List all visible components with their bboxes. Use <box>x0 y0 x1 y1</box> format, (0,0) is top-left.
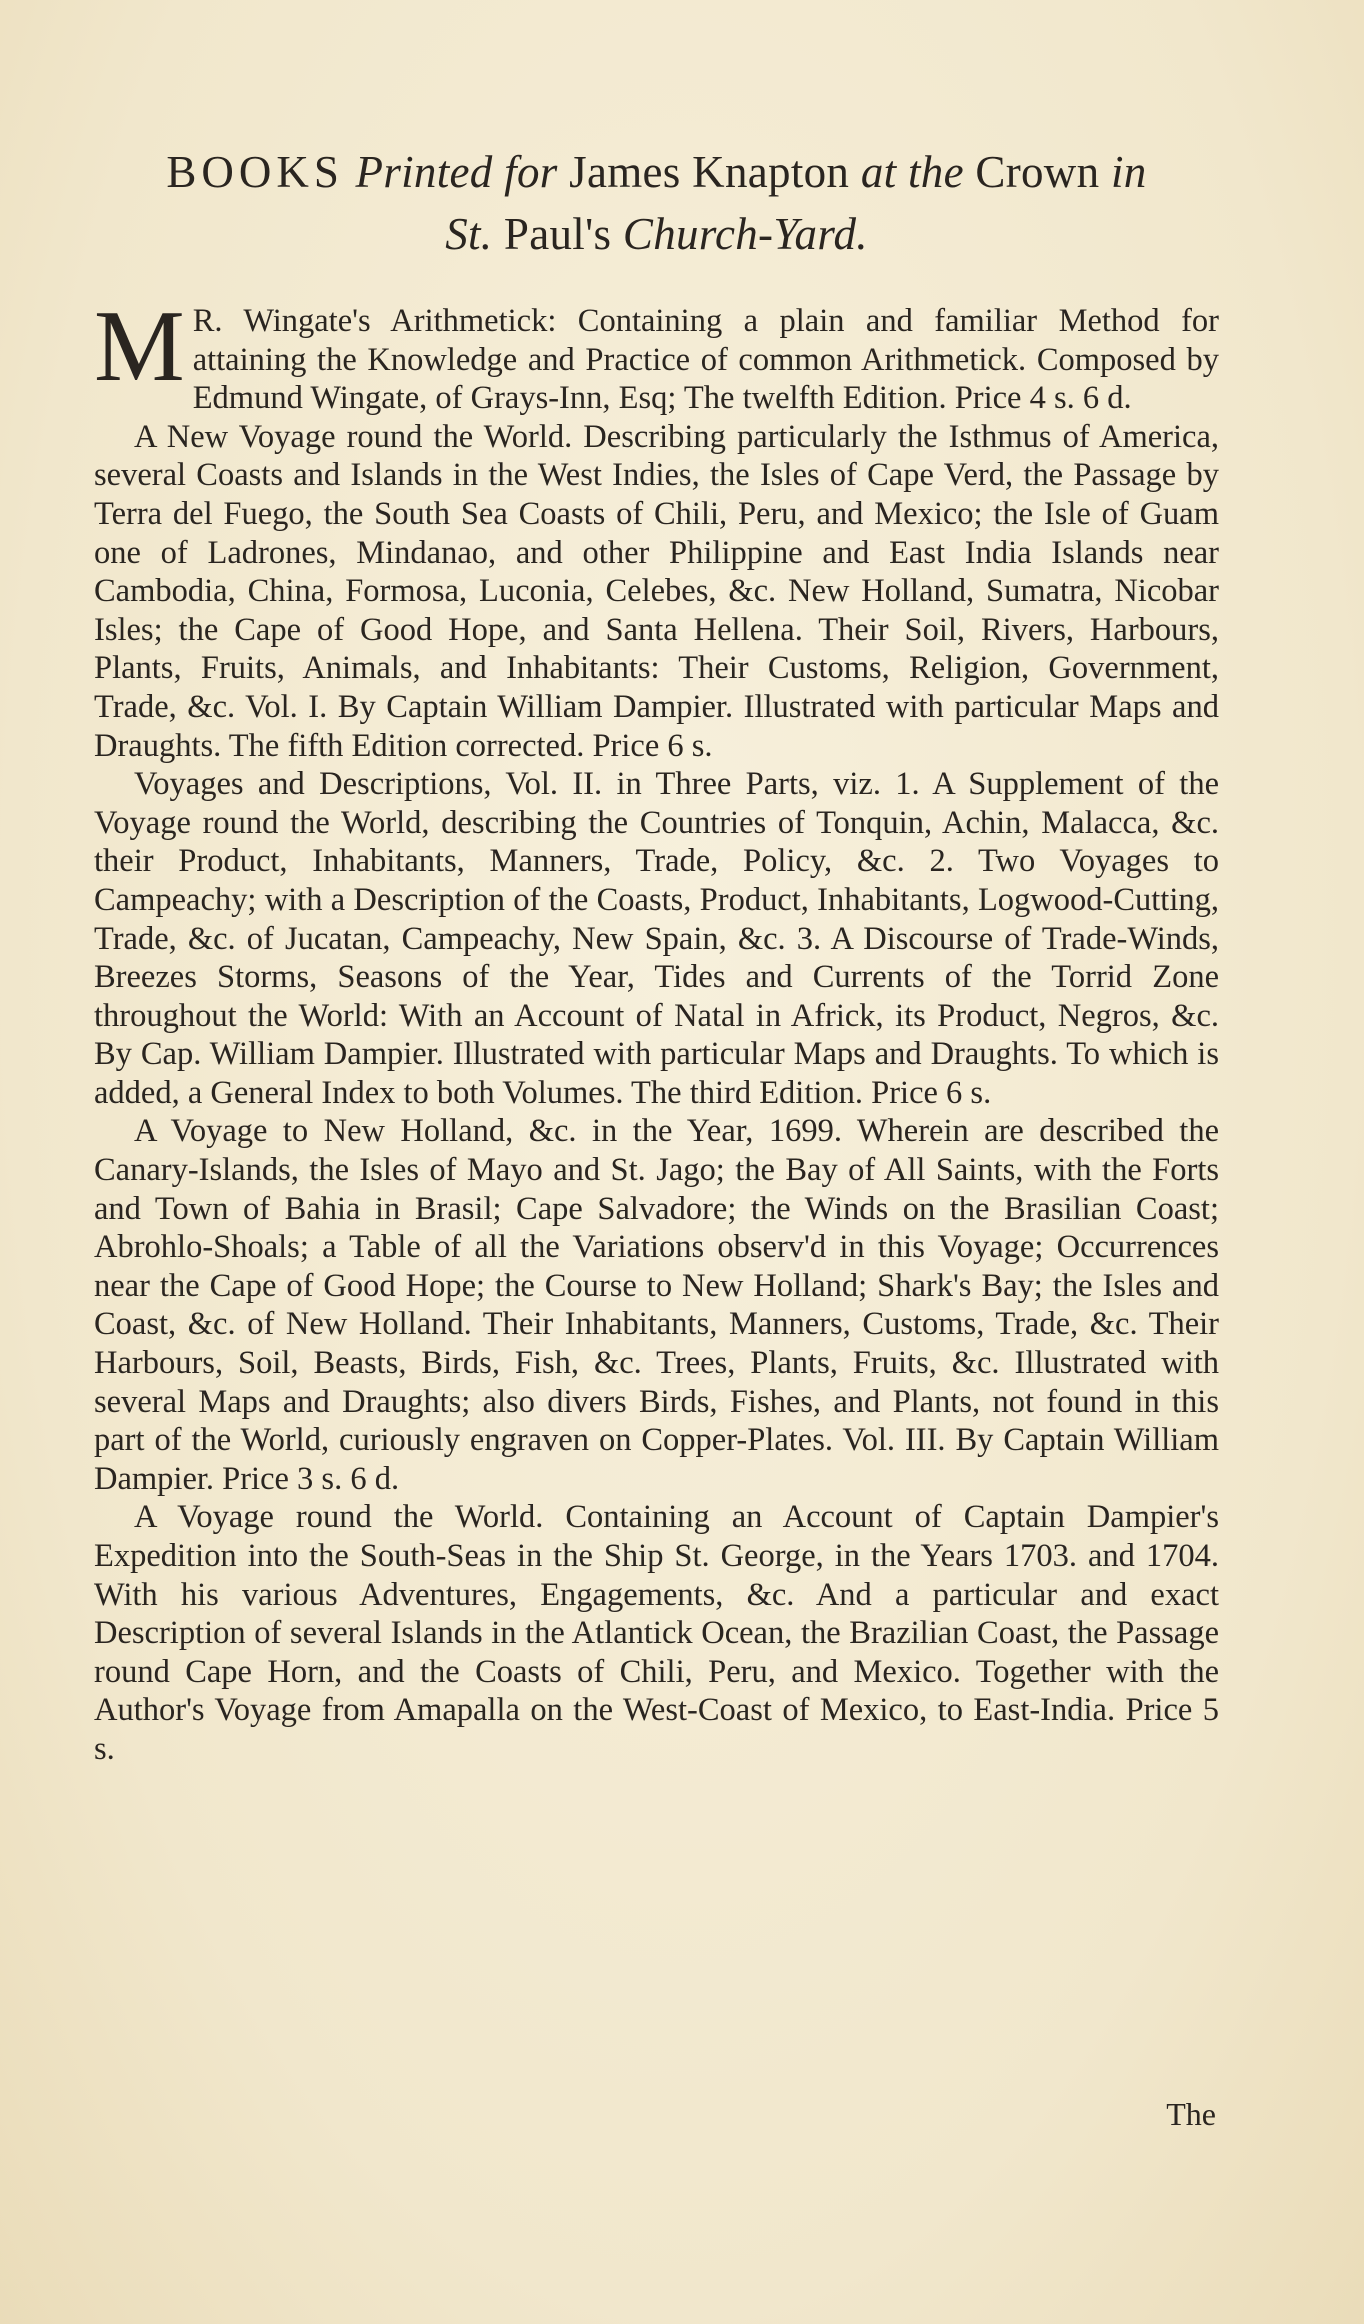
header-word-st: St. <box>445 209 493 259</box>
header-word-publisher: James Knapton <box>569 147 850 197</box>
header-word-at-the: at the <box>860 147 964 197</box>
entry-text: A Voyage to New Holland, &c. in the Year, 1699. Wherein are described the Canary-Islands, the Isles of Mayo and St. Jago; the Bay of All Saints, with the Forts and Town of Bahia in Brasil; Cape Salvadore; the Winds on the Brasilian Coast; Abrohlo-Shoals; a Table of all the Variations observ'd in this Voyage; Occurrences near the Cape of Good Hope; the Course to New Holland; Shark's Bay; the Isles and Coast, &c. of New Holland. Their Inhabitants, Manners, Customs, Trade, &c. Their Harbours, Soil, Beasts, Birds, Fish, &c. Trees, Plants, Fruits, &c. Illustrated with several Maps and Draughts; also divers Birds, Fishes, and Plants, not found in this part of the World, curiously engraven on Copper-Plates. Vol. III. By Captain William Dampier. Price 3 s. 6 d. <box>94 1113 1219 1497</box>
text-block <box>94 0 1219 1769</box>
book-entry-voyages-descriptions <box>94 765 1219 1112</box>
header-line-2 <box>94 204 1219 264</box>
entry-text: R. Wingate's Arithmetick: Containing a plain and familiar Method for attaining the Knowledge and Practice of common Arithmetick. Composed by Edmund Wingate, of Grays-Inn, Esq; The twelfth Edition. Price 4 s. 6 d. <box>192 303 1219 417</box>
book-entry-voyage-round-world <box>94 1498 1219 1768</box>
book-entry-wingate <box>94 290 1219 418</box>
entry-text: Voyages and Descriptions, Vol. II. in Three Parts, viz. 1. A Supplement of the Voyage round the World, describing the Countries of Tonquin, Achin, Malacca, &c. their Product, Inhabitants, Manners, Trade, Policy, &c. 2. Two Voyages to Campeachy; with a Description of the Coasts, Product, Inhabitants, Logwood-Cutting, Trade, &c. of Jucatan, Campeachy, New Spain, &c. 3. A Discourse of Trade-Winds, Breezes Storms, Seasons of the Year, Tides and Currents of the Torrid Zone throughout the World: With an Account of Natal in Africk, its Product, Negros, &c. By Cap. William Dampier. Illustrated with particular Maps and Draughts. To which is added, a General Index to both Volumes. The third Edition. Price 6 s. <box>94 766 1219 1111</box>
header-word-pauls: Paul's <box>503 209 612 259</box>
book-entry-new-holland <box>94 1112 1219 1498</box>
drop-cap: M <box>94 290 185 403</box>
book-entry-new-voyage <box>94 418 1219 765</box>
entry-text: A New Voyage round the World. Describing particularly the Isthmus of America, several Coasts and Islands in the West Indies, the Isles of Cape Verd, the Passage by Terra del Fuego, the South Sea Coasts of Chili, Peru, and Mexico; the Isle of Guam one of Ladrones, Mindanao, and other Philippine and East India Islands near Cambodia, China, Formosa, Luconia, Celebes, &c. New Holland, Sumatra, Nicobar Isles; the Cape of Good Hope, and Santa Hellena. Their Soil, Rivers, Harbours, Plants, Fruits, Animals, and Inhabitants: Their Customs, Religion, Government, Trade, &c. Vol. I. By Captain William Dampier. Illustrated with particular Maps and Draughts. The fifth Edition corrected. Price 6 s. <box>94 418 1219 764</box>
page-header <box>94 142 1219 264</box>
header-word-church-yard: Church-Yard. <box>622 209 868 259</box>
header-word-printed-for: Printed for <box>355 147 558 197</box>
book-list <box>94 290 1219 1769</box>
catchword: The <box>1166 2096 1216 2132</box>
header-word-books: BOOKS <box>166 147 344 197</box>
header-line-1 <box>94 142 1219 202</box>
header-word-crown: Crown <box>975 147 1100 197</box>
header-word-in: in <box>1110 147 1147 197</box>
entry-text: A Voyage round the World. Containing an Account of Captain Dampier's Expedition into the South-Seas in the Ship St. George, in the Years 1703. and 1704. With his various Adventures, Engagements, &c. And a particular and exact Description of several Islands in the Atlantick Ocean, the Brazilian Coast, the Passage round Cape Horn, and the Coasts of Chili, Peru, and Mexico. Together with the Author's Voyage from Amapalla on the West-Coast of Mexico, to East-India. Price 5 s. <box>94 1499 1219 1767</box>
